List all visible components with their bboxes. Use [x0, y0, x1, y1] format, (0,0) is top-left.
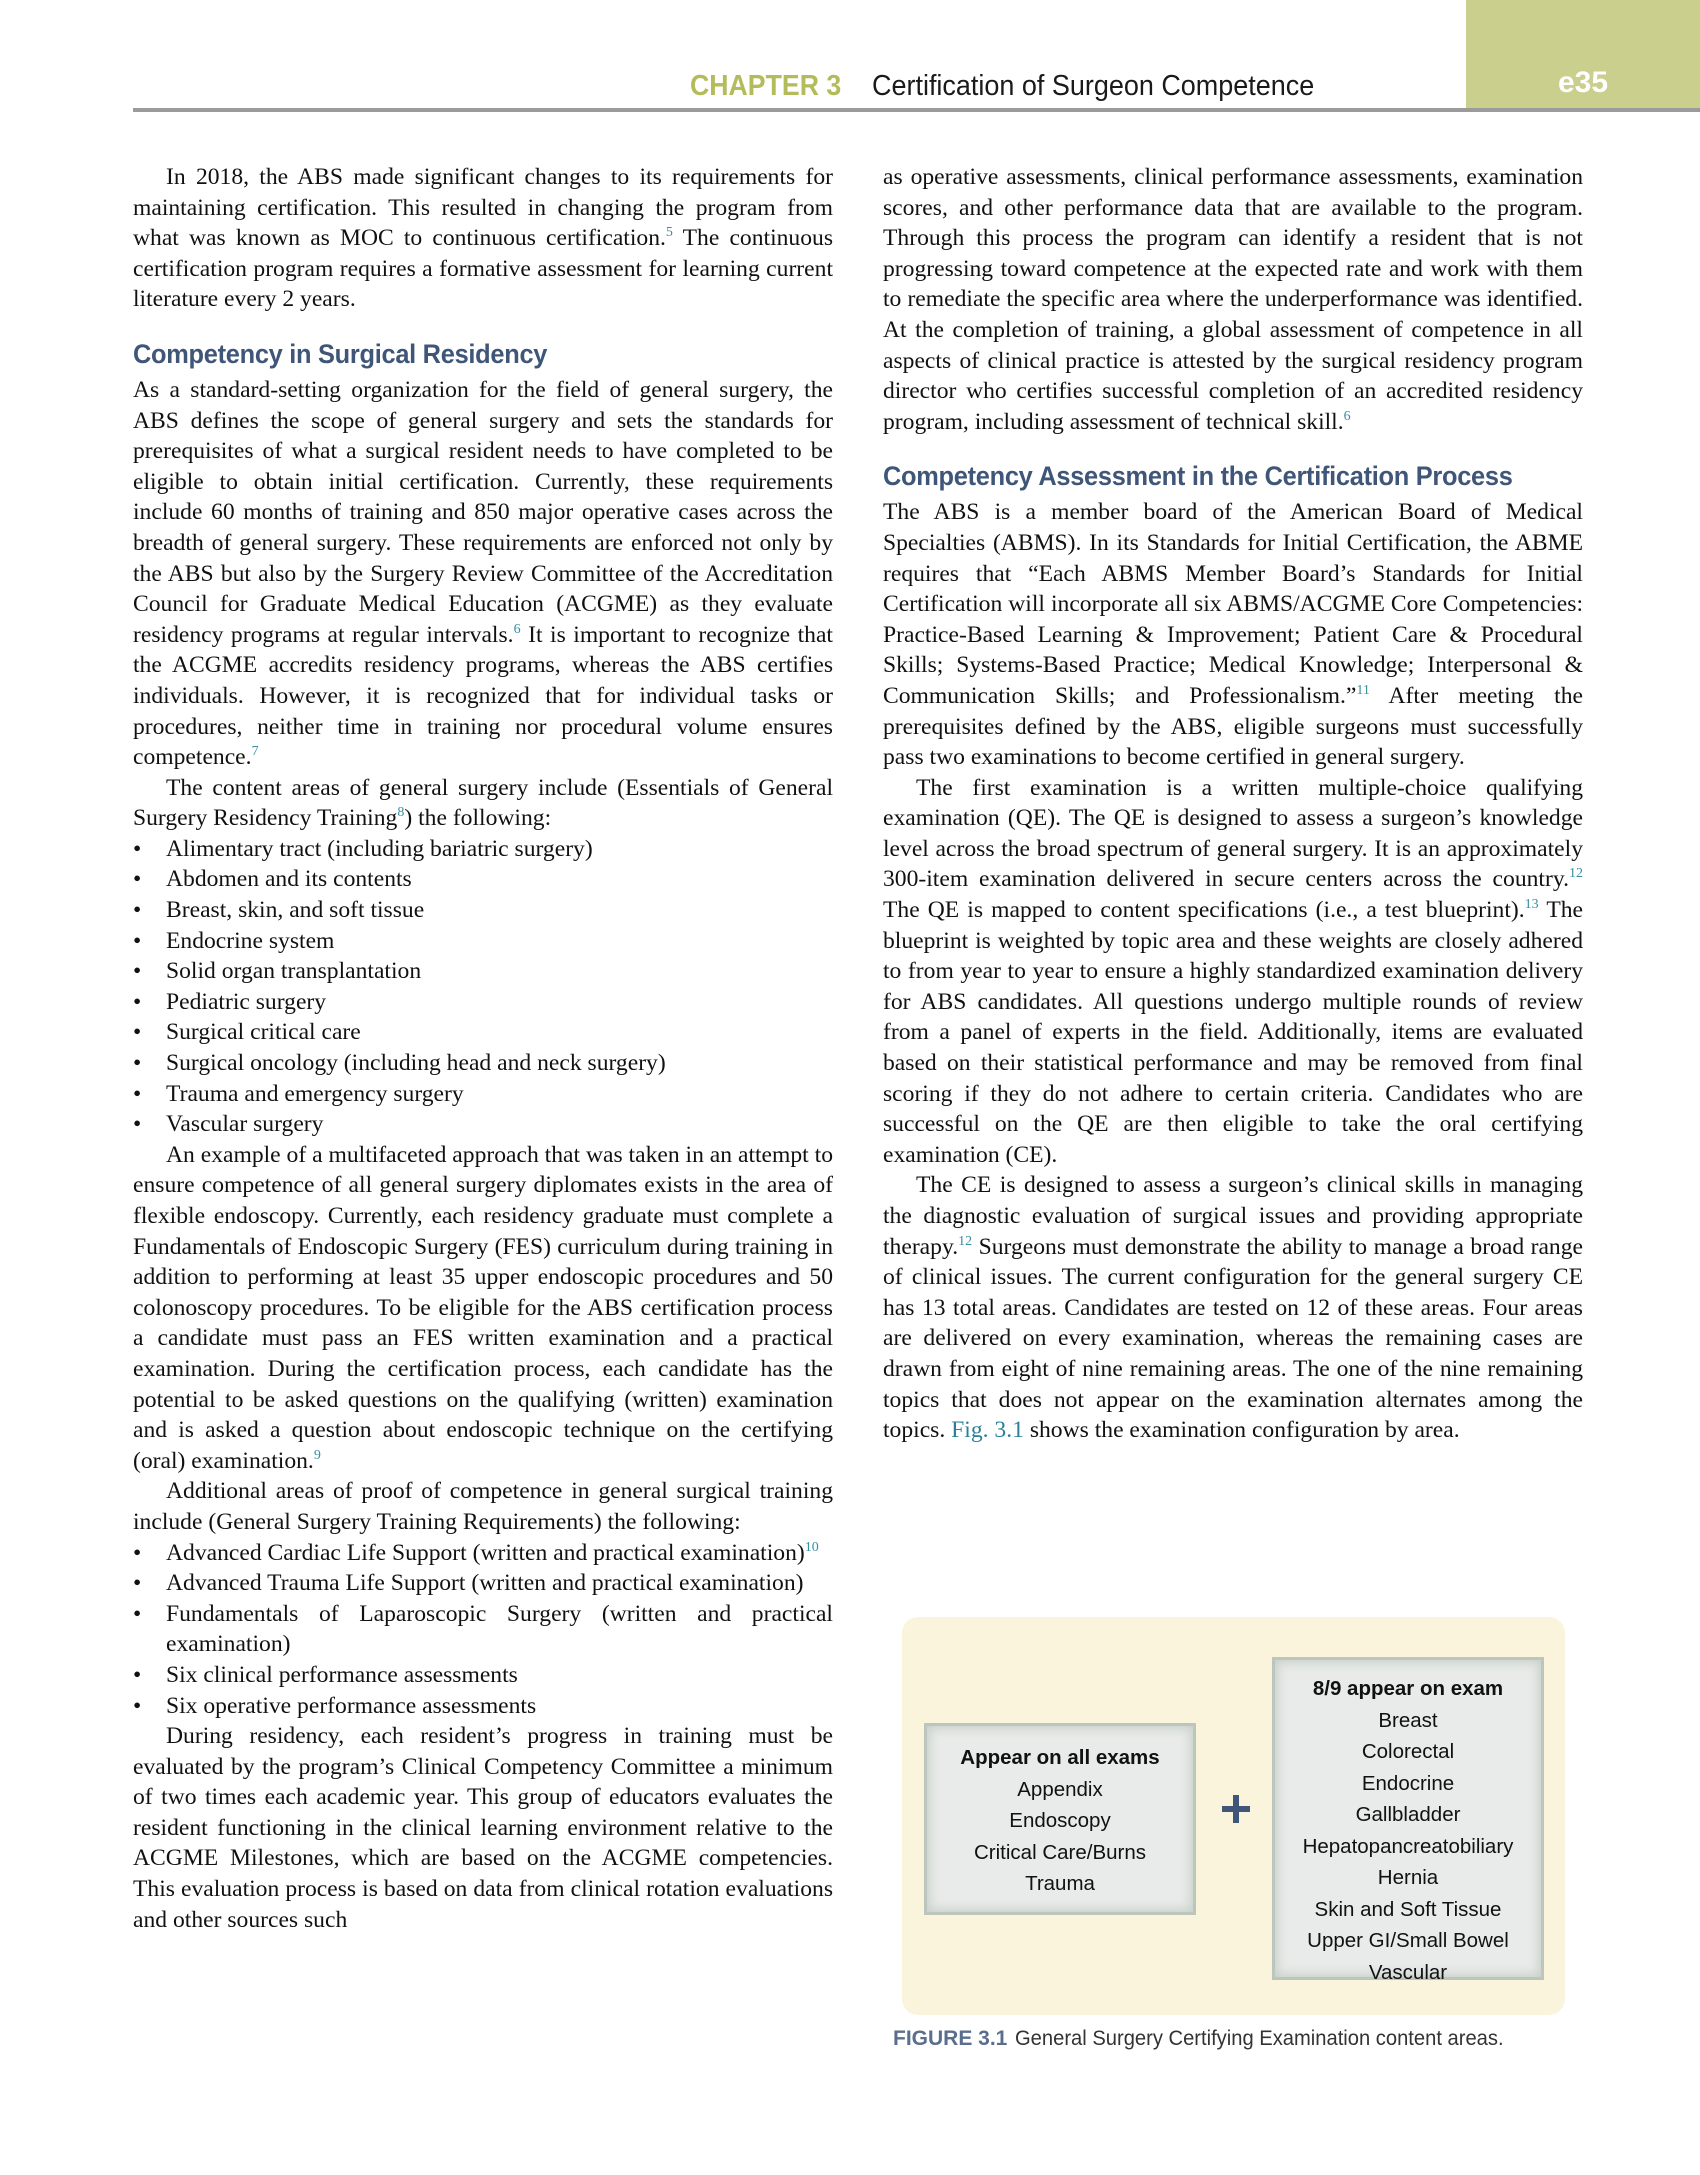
box-item: Vascular	[1368, 1960, 1448, 1984]
paragraph-text: ) the following:	[404, 805, 552, 832]
paragraph	[883, 162, 1583, 437]
reference-link[interactable]: 10	[804, 1539, 819, 1555]
paragraph-text: The content areas of general surgery include (Essentials of General Surgery Residency Training	[133, 774, 833, 832]
reference-link[interactable]: 8	[397, 805, 405, 821]
reference-link[interactable]: 5	[665, 225, 673, 241]
chapter-label: CHAPTER 3	[690, 70, 842, 102]
caption-text: General Surgery Certifying Examination content areas.	[1015, 2027, 1504, 2050]
paragraph-text: After meeting the prerequisites defined by the ABS, eligible surgeons must successfully pass two examinations to become certified in general surgery.	[883, 682, 1583, 771]
list-item: • Endocrine system	[133, 926, 833, 957]
list-item: • Solid organ transplantation	[133, 956, 833, 987]
box-title: Appear on all exams	[960, 1746, 1160, 1769]
paragraph	[883, 1170, 1583, 1445]
paragraph	[133, 1140, 833, 1477]
chapter-title: Certification of Surgeon Competence	[872, 70, 1315, 102]
box-item: Endocrine	[1361, 1771, 1455, 1795]
list-item: • Surgical oncology (including head and neck surgery)	[133, 1048, 833, 1079]
paragraph-text: The continuous certification program requires a formative assessment for learning current literature every 2 years.	[133, 225, 833, 313]
paragraph-text: The blueprint is weighted by topic area and these weights are closely adhered to from year to year to ensure a highly standardized examination delivery for ABS candidates. All questions undergo multiple rounds of review from a panel of experts in the field. Additionally, items are evaluated based on their statistical performance and may be removed from final scoring if they do not adhere to certain criteria. Candidates who are successful on the QE are then eligible to take the oral certifying examination (CE).	[883, 897, 1583, 1168]
list-item: • Vascular surgery	[133, 1109, 833, 1140]
paragraph: During residency, each resident’s progress in training must be evaluated by the program’s Clinical Competency Committee a minimum of two times each academic year. This group of educators evaluates the resident functioning in the clinical learning environment relative to the ACGME Milestones, which are based on the ACGME competencies. This evaluation process is based on data from clinical rotation evaluations and other sources such	[133, 1723, 833, 1933]
reference-link[interactable]: 13	[1524, 897, 1539, 913]
box-item: Gallbladder	[1355, 1803, 1461, 1826]
reference-link[interactable]: 9	[313, 1447, 321, 1463]
left-column	[133, 162, 833, 1935]
paragraph-text: The first examination is a written multiple-choice qualifying examination (QE). The QE is designed to assess a surgeon’s knowledge level across the broad spectrum of general surgery. It is an approximately 300-item examination delivered in secure centers across the country.	[883, 774, 1583, 893]
paragraph-text: As a standard-setting organization for the field of general surgery, the ABS defines the scope of general surgery and sets the standards for prerequisites of what a surgical resident needs to have completed to be eligible to obtain initial certification. Currently, these requirements include 60 months of training and 850 major operative cases across the breadth of general surgery. These requirements are enforced not only by the ABS but also by the Surgery Review Committee of the Accreditation Council for Graduate Medical Education (ACGME) as they evaluate residency programs at regular intervals.	[133, 376, 833, 648]
paragraph-text: Surgeons must demonstrate the ability to manage a broad range of clinical issues. The current configuration for the general surgery CE has 13 total areas. Candidates are tested on 12 of these areas. Four areas are delivered on every examination, whereas the remaining cases are drawn from eight of nine remaining areas. The one of the nine remaining topics that does not appear on the examination alternates among the topics.	[883, 1233, 1583, 1444]
right-column	[883, 162, 1583, 1446]
paragraph-text: In 2018, the ABS made significant changes to its requirements for maintaining certification. This resulted in changing the program from what was known as MOC to continuous certification.	[133, 164, 833, 252]
figure-caption	[893, 2027, 1524, 2051]
paragraph	[133, 162, 833, 315]
figure-link[interactable]: Fig. 3.1	[951, 1417, 1024, 1444]
list-item: • Pediatric surgery	[133, 987, 833, 1018]
list-item: • Alimentary tract (including bariatric surgery)	[133, 834, 833, 865]
section-heading: Competency in Surgical Residency	[133, 338, 548, 369]
list-item	[133, 1660, 833, 1691]
paragraph	[133, 773, 833, 834]
plus-icon	[1216, 1789, 1256, 1829]
paragraph: Additional areas of proof of competence in general surgical training include (General Surgery Training Requirements) the following:	[133, 1478, 833, 1535]
reference-link[interactable]: 6	[1343, 408, 1351, 424]
additional-areas-list	[133, 1538, 833, 1722]
paragraph	[883, 773, 1583, 1171]
box-item: Breast	[1378, 1708, 1438, 1732]
paragraph-text: It is important to recognize that the ACGME accredits residency programs, whereas the ABS certifies individuals. However, it is recognized that for individual tasks or procedures, neither time in training nor procedural volume ensures competence.	[133, 621, 833, 771]
header-rule	[133, 108, 1700, 112]
reference-link[interactable]: 7	[251, 744, 259, 760]
box-item: Skin and Soft Tissue	[1314, 1897, 1502, 1921]
reference-link[interactable]: 12	[958, 1233, 973, 1249]
list-item: • Abdomen and its contents	[133, 864, 833, 895]
reference-link[interactable]: 11	[1356, 682, 1370, 698]
page-number: e35	[1557, 66, 1609, 99]
list-item-text: Advanced Trauma Life Support (written and practical examination)	[166, 1570, 804, 1597]
box-item: Trauma	[1025, 1872, 1095, 1895]
list-item-text: Fundamentals of Laparoscopic Surgery (written and practical examination)	[166, 1600, 833, 1658]
box-title: 8/9 appear on exam	[1312, 1677, 1504, 1700]
list-item	[133, 1599, 833, 1660]
list-item	[133, 1568, 833, 1599]
box-item: Hernia	[1377, 1866, 1439, 1889]
paragraph-text: shows the examination configuration by area.	[1023, 1417, 1460, 1444]
list-item-text: Six clinical performance assessments	[166, 1661, 518, 1688]
list-item: • Breast, skin, and soft tissue	[133, 895, 833, 926]
paragraph-text: The ABS is a member board of the American Board of Medical Specialties (ABMS). In its Standards for Initial Certification, the ABME requires that “Each ABMS Member Board’s Standards for Initial Certification will incorporate all six ABMS/ACGME Core Competencies: Practice-Based Learning & Improvement; Patient Care & Procedural Skills; Systems-Based Practice; Medical Knowledge; Interpersonal & Communication Skills; and Professionalism.”	[883, 499, 1583, 709]
section-heading: Competency Assessment in the Certification Process	[883, 461, 1513, 492]
box-item: Colorectal	[1361, 1740, 1455, 1763]
paragraph-text: An example of a multifaceted approach that was taken in an attempt to ensure competence of all general surgery diplomates exists in the area of flexible endoscopy. Currently, each residency graduate must complete a Fundamentals of Endoscopic Surgery (FES) curriculum during training in addition to performing at least 35 upper endoscopic procedures and 50 colonoscopy procedures. To be eligible for the ABS certification process a candidate must pass an FES written examination and a practical examination. During the certification process, each candidate has the potential to be asked questions on the qualifying (written) examination and is asked a question about endoscopic technique on the certifying (oral) examination.	[133, 1141, 833, 1474]
paragraph	[133, 375, 833, 773]
box-item: Appendix	[1017, 1777, 1103, 1801]
reference-link[interactable]: 12	[1569, 866, 1583, 882]
box-item: Hepatopancreatobiliary	[1302, 1834, 1514, 1858]
paragraph-text: as operative assessments, clinical performance assessments, examination scores, and other performance data that are available to the program. Through this process the program can identify a resident that is not progressing toward competence at the expected rate and work with them to remediate the specific area where the underperformance was identified. At the completion of training, a global assessment of competence in all aspects of clinical practice is attested by the surgical residency program director who certifies successful completion of an accredited residency program, including assessment of technical skill.	[883, 164, 1583, 435]
paragraph	[883, 497, 1583, 772]
box-item: Upper GI/Small Bowel	[1307, 1929, 1509, 1952]
list-item	[133, 1538, 833, 1569]
box-item: Critical Care/Burns	[973, 1840, 1147, 1864]
figure-label: FIGURE 3.1	[893, 2027, 1008, 2050]
running-header	[690, 70, 1348, 103]
list-item-text: Advanced Cardiac Life Support (written and practical examination)	[166, 1539, 805, 1566]
list-item: • Surgical critical care	[133, 1017, 833, 1048]
content-areas-list	[133, 834, 833, 1140]
reference-link[interactable]: 6	[513, 621, 521, 637]
paragraph-text: The CE is designed to assess a surgeon’s clinical skills in managing the diagnostic evaluation of surgical issues and providing appropriate therapy.	[883, 1172, 1583, 1260]
eight-of-nine-box	[1272, 1657, 1544, 1984]
box-item: Endoscopy	[1009, 1809, 1111, 1832]
paragraph-text: The QE is mapped to content specifications (i.e., a test blueprint).	[883, 897, 1525, 924]
all-exams-box	[924, 1723, 1196, 1915]
list-item: • Trauma and emergency surgery	[133, 1079, 833, 1110]
list-item	[133, 1691, 833, 1722]
list-item-text: Six operative performance assessments	[166, 1692, 537, 1719]
